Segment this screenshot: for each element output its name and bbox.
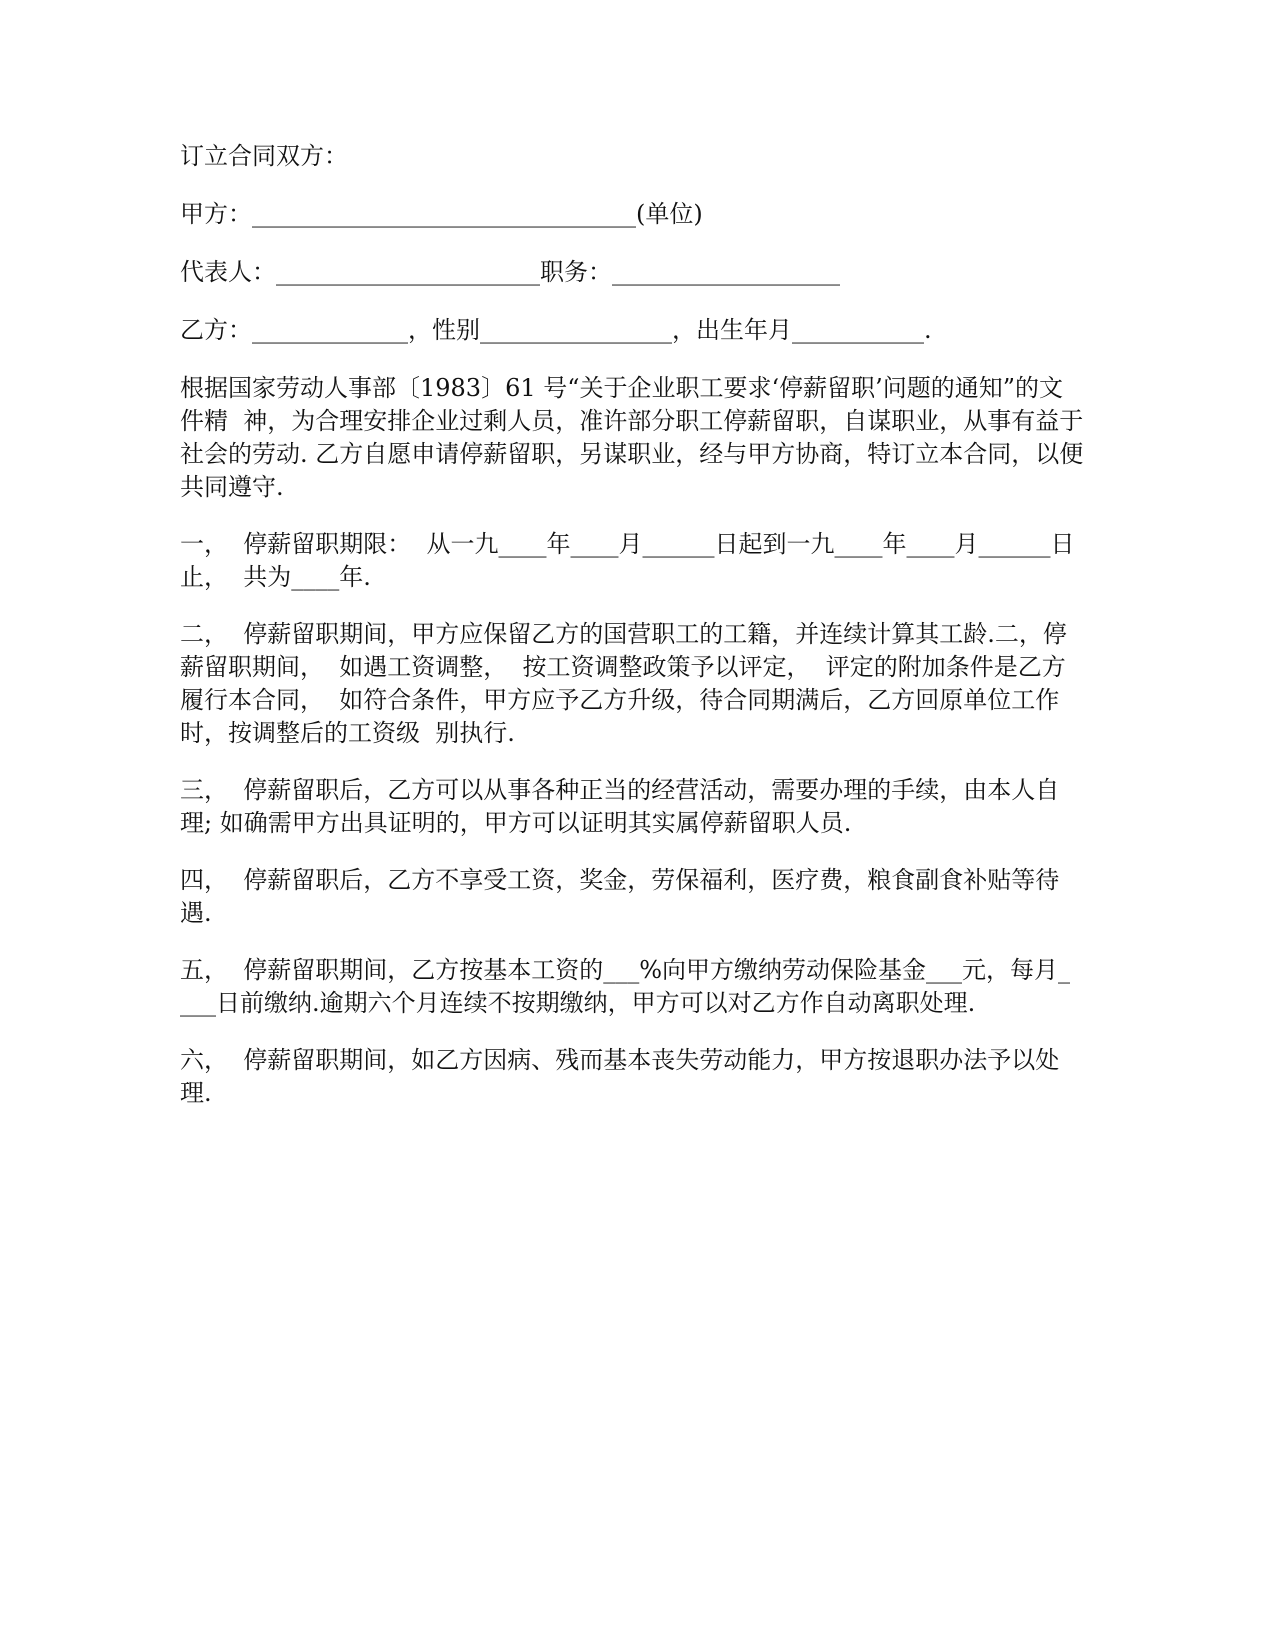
representative-line: 代表人：______________________职务：___________________ (180, 258, 840, 286)
parties-heading: 订立合同双方： (180, 142, 348, 170)
clause-6: 六， 停薪留职期间，如乙方因病、残而基本丧失劳动能力，甲方按退职办法予以处理. (180, 1046, 1060, 1107)
clause-5: 五， 停薪留职期间，乙方按基本工资的___%向甲方缴纳劳动保险基金___元，每月_ ___日前缴纳.逾期六个月连续不按期缴纳，甲方可以对乙方作自动离职处理. (180, 956, 1078, 1017)
clause-4: 四， 停薪留职后，乙方不享受工资，奖金，劳保福利，医疗费，粮食副食补贴等待遇. (180, 866, 1060, 927)
party-b-line: 乙方：_____________，性别________________，出生年月___________. (180, 316, 932, 344)
clause-3: 三， 停薪留职后，乙方可以从事各种正当的经营活动，需要办理的手续，由本人自理; 如确需甲方出具证明的，甲方可以证明其实属停薪留职人员. (180, 776, 1060, 837)
party-a-line: 甲方：________________________________(单位) (180, 200, 703, 228)
clause-2: 二， 停薪留职期间，甲方应保留乙方的国营职工的工籍，并连续计算其工龄.二，停 薪留职期间， 如遇工资调整， 按工资调整政策予以评定， 评定的附加条件是乙方履行本合同， 如符合条件，甲方应予乙方升级，待合同期满后，乙方回原单位工作时，按调整后的工资级 别执行. (180, 620, 1083, 747)
contract-page (180, 140, 1085, 1134)
clause-1: 一， 停薪留职期限： 从一九____年____月______日起到一九____年____月______日止， 共为____年. (180, 530, 1075, 591)
preamble-paragraph: 根据国家劳动人事部〔1983〕61 号“关于企业职工要求‘停薪留职’问题的通知”的文件精 神，为合理安排企业过剩人员，准许部分职工停薪留职，自谋职业，从事有益于社会的劳动. 乙方自愿申请停薪留职，另谋职业，经与甲方协商，特订立本合同，以便共同遵守. (180, 374, 1084, 501)
